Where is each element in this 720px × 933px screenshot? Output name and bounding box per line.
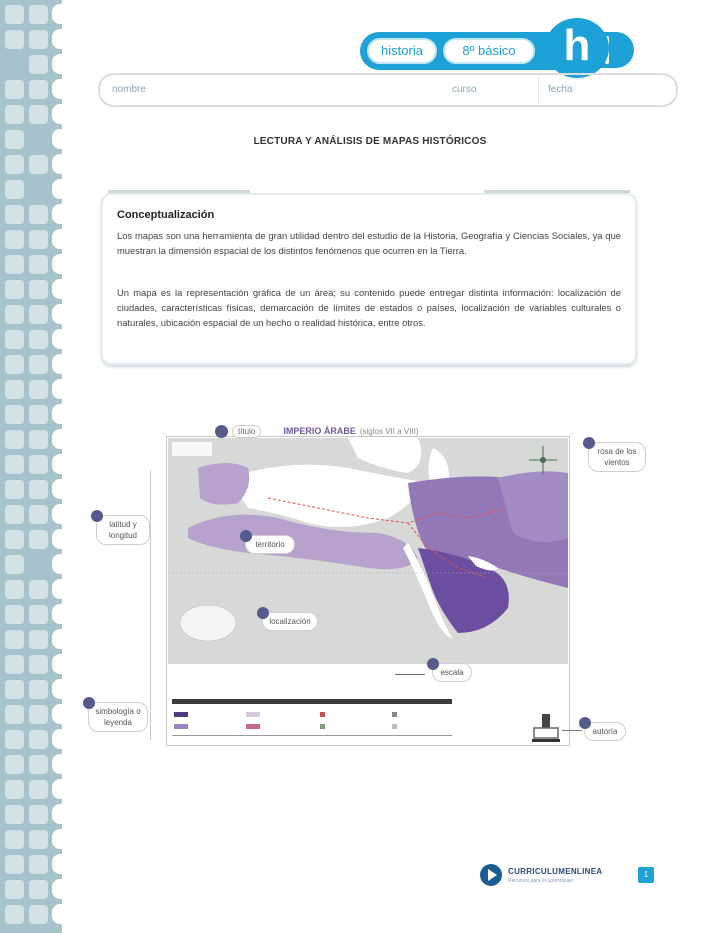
author-callout: autoría (584, 722, 626, 741)
field-divider (538, 77, 539, 103)
footer-brand: CURRICULUMENLINEA (508, 867, 603, 876)
callout-badge-icon (91, 510, 103, 522)
binder-notch (52, 704, 64, 724)
binder-square (29, 730, 48, 749)
inset-callout: localización (262, 612, 318, 631)
binder-square (5, 805, 24, 824)
binder-square (5, 655, 24, 674)
binder-square (29, 480, 48, 499)
binder-notch (52, 579, 64, 599)
legend-item (392, 724, 397, 729)
binder-square (29, 5, 48, 24)
binder-square (5, 755, 24, 774)
curriculum-logo-icon (480, 864, 502, 886)
legend-header-bar (172, 699, 452, 704)
binder-notch (52, 504, 64, 524)
legend-item (392, 712, 397, 717)
binder-square (5, 355, 24, 374)
binder-notch (52, 454, 64, 474)
binder-square (5, 680, 24, 699)
binder-notch (52, 279, 64, 299)
binder-notch (52, 879, 64, 899)
binder-square (5, 855, 24, 874)
binder-square (5, 480, 24, 499)
binder-square (5, 205, 24, 224)
legend-item (174, 724, 188, 729)
binder-square (29, 630, 48, 649)
binder-notch (52, 354, 64, 374)
binder-square (29, 905, 48, 924)
course-field-label: curso (452, 84, 477, 95)
binder-square (5, 155, 24, 174)
binder-notch (52, 404, 64, 424)
binder-square (29, 705, 48, 724)
page-title: LECTURA Y ANÁLISIS DE MAPAS HISTÓRICOS (253, 136, 487, 147)
binder-square (5, 330, 24, 349)
binder-notch (52, 479, 64, 499)
orientation-callout: rosa de los vientos (588, 442, 646, 472)
binder-notch (52, 429, 64, 449)
concept-heading: Conceptualización (117, 209, 215, 221)
name-field-label: nombre (112, 84, 146, 95)
binder-square (29, 55, 48, 74)
callout-badge-icon (583, 437, 595, 449)
binder-notch (52, 179, 64, 199)
legend-item (246, 712, 260, 717)
binder-notch (52, 254, 64, 274)
binder-square (29, 355, 48, 374)
binder-square (29, 655, 48, 674)
binder-square (5, 580, 24, 599)
binder-square (5, 905, 24, 924)
binder-square (29, 330, 48, 349)
binder-square (5, 305, 24, 324)
binder-square (29, 455, 48, 474)
binder-notch (52, 4, 64, 24)
subject-pill: historia (367, 38, 437, 64)
binder-square (5, 380, 24, 399)
concept-paragraph-2: Un mapa es la representación gráfica de un área; su contenido puede entregar distinta información: localización de ciudades, características físicas, demarcación de límites de estados o países, localización de variables culturales o naturales, ubicación espacial de un hecho o realidad histórica, entre otros. (117, 287, 621, 328)
binder-square (29, 30, 48, 49)
footer-tagline: Recursos para el aprendizaje (508, 878, 574, 884)
date-field-label: fecha (548, 84, 573, 95)
title-callout: título (232, 425, 261, 438)
binder-notch (52, 779, 64, 799)
binder-square (5, 830, 24, 849)
legend-item (246, 724, 260, 729)
binder-square (5, 230, 24, 249)
binder-square (29, 780, 48, 799)
binder-square (5, 30, 24, 49)
binder-notch (52, 604, 64, 624)
page-number: 1 (638, 867, 654, 883)
binder-notch (52, 154, 64, 174)
binder-square (5, 705, 24, 724)
binder-square (29, 755, 48, 774)
binder-square (5, 605, 24, 624)
binder-square (29, 230, 48, 249)
binder-square (29, 405, 48, 424)
callout-badge-icon (257, 607, 269, 619)
binder-notch (52, 829, 64, 849)
binder-notch (52, 79, 64, 99)
binder-notch (52, 29, 64, 49)
map-subtitle: (siglos VII a VIII) (359, 426, 419, 436)
binder-square (29, 530, 48, 549)
binder-square (5, 780, 24, 799)
binder-notch (52, 904, 64, 924)
binder-square (5, 80, 24, 99)
scale-callout: escala (432, 663, 472, 682)
legend-item (174, 712, 188, 717)
binder-notch (52, 54, 64, 74)
scale-bar (395, 672, 425, 675)
binder-square (5, 880, 24, 899)
callout-badge-icon (579, 717, 591, 729)
binder-square (29, 830, 48, 849)
binder-square (29, 680, 48, 699)
binder-notch (52, 754, 64, 774)
binder-notch (52, 204, 64, 224)
grade-pill: 8º básico (443, 38, 535, 64)
binder-notch (52, 379, 64, 399)
binder-square (29, 305, 48, 324)
binder-notch (52, 104, 64, 124)
binder-square (29, 155, 48, 174)
callout-badge-icon (215, 425, 228, 438)
map-image (168, 438, 568, 664)
binder-notch (52, 304, 64, 324)
binder-notch (52, 229, 64, 249)
binder-square (5, 180, 24, 199)
map-title: IMPERIO ÁRABE (283, 426, 356, 436)
history-logo-icon: h (545, 18, 609, 78)
binder-square (29, 505, 48, 524)
binder-square (29, 880, 48, 899)
lat-long-callout: latitud y longitud (96, 515, 150, 545)
binder-square (5, 455, 24, 474)
concept-box (101, 193, 637, 365)
territory-callout: territorio (245, 535, 295, 554)
binder-square (5, 5, 24, 24)
binder-notch (52, 854, 64, 874)
binder-square (29, 80, 48, 99)
binder-square (5, 630, 24, 649)
legend-callout: simbología o leyenda (88, 702, 148, 732)
binder-square (5, 405, 24, 424)
binder-square (5, 105, 24, 124)
legend-item (320, 724, 325, 729)
callout-badge-icon (83, 697, 95, 709)
legend-item (320, 712, 325, 717)
binder-notch (52, 629, 64, 649)
binder-square (5, 430, 24, 449)
binder-square (5, 555, 24, 574)
binder-square (29, 855, 48, 874)
binder-square (29, 105, 48, 124)
binder-square (29, 430, 48, 449)
binder-square (5, 730, 24, 749)
arab-empire-map (168, 438, 568, 664)
binder-square (5, 280, 24, 299)
binder-square (5, 530, 24, 549)
binder-square (5, 505, 24, 524)
binder-notch (52, 804, 64, 824)
binder-notch (52, 329, 64, 349)
binder-notch (52, 654, 64, 674)
binder-square (29, 380, 48, 399)
student-info-bar (98, 73, 678, 107)
map-title-row (215, 422, 419, 440)
binder-notch (52, 679, 64, 699)
concept-paragraph-1: Los mapas son una herramienta de gran utilidad dentro del estudio de la Historia, Geografía y Ciencias Sociales, ya que muestran la dimensión espacial de los distintos fenómenos que ocurren en la Tierra. (117, 230, 621, 256)
callout-badge-icon (427, 658, 439, 670)
binder-square (5, 255, 24, 274)
publisher-emblem-icon (530, 712, 562, 744)
binder-square (29, 255, 48, 274)
binder-square (29, 580, 48, 599)
connector-line (562, 730, 582, 731)
binder-square (29, 605, 48, 624)
binder-notch (52, 729, 64, 749)
binder-square (29, 280, 48, 299)
binder-notch (52, 554, 64, 574)
binder-square (29, 205, 48, 224)
legend-bottom-rule (172, 735, 452, 736)
binder-square (29, 805, 48, 824)
bracket-line (150, 470, 151, 740)
callout-badge-icon (240, 530, 252, 542)
binder-notch (52, 529, 64, 549)
